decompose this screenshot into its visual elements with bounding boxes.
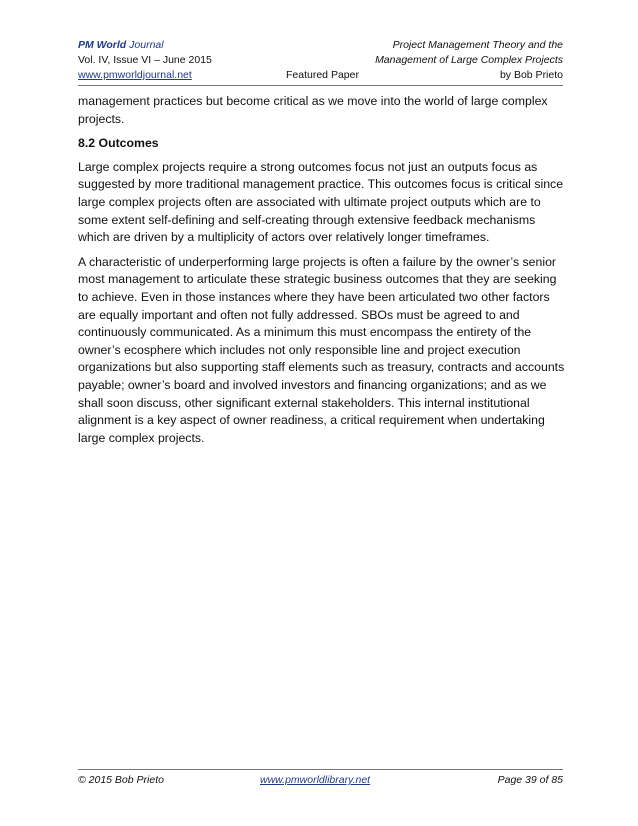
paper-title-line1: Project Management Theory and the [392, 39, 563, 51]
page-number: Page 39 of 85 [497, 774, 563, 786]
paragraph-underperforming: A characteristic of underperforming large projects is often a failure by the owner’s senior most management to articulate these strategic business outcomes that they are seeking to achieve. Even in those instances where they have been articulated two other factors are equally important and often not fully addressed. SBOs must be agreed to and continuously communicated. As a minimum this must encompass the entirety of the owner’s ecosphere which includes not only responsible line and project execution organizations but also supporting staff elements such as treasury, contracts and accounts payable; owner’s board and involved investors and financing organizations; and as we shall soon discuss, other significant external stakeholders. This internal institutional alignment is a key aspect of owner readiness, a critical requirement when undertaking large complex projects. [78, 254, 565, 445]
page-body [78, 93, 568, 454]
header-row-1 [78, 38, 563, 53]
paragraph-outcomes-focus: Large complex projects require a strong outcomes focus not just an outputs focus as suggested by more traditional management practice. This outcomes focus is critical since large complex projects often are associated with ultimate project outputs which are to some extent self-defining and self-creating through extensive feedback mechanisms which are driven by a multiplicity of actors over relatively longer timeframes. [78, 159, 564, 245]
footer-divider [78, 769, 563, 770]
journal-name: PM World [78, 39, 127, 51]
page-footer [78, 774, 563, 789]
header-divider [78, 85, 563, 86]
paper-title-line2: Management of Large Complex Projects [375, 54, 563, 66]
issue-info: Vol. IV, Issue VI – June 2015 [78, 54, 212, 66]
journal-word: Journal [129, 39, 164, 51]
section-heading: 8.2 Outcomes [78, 136, 159, 151]
header-row-3 [78, 68, 563, 83]
page-header [78, 38, 563, 83]
library-link[interactable]: www.pmworldlibrary.net [260, 774, 371, 786]
author-byline: by Bob Prieto [499, 69, 563, 81]
header-row-2 [78, 53, 563, 68]
journal-title [78, 38, 164, 53]
copyright: © 2015 Bob Prieto [78, 774, 164, 786]
section-label: Featured Paper [286, 69, 359, 81]
intro-paragraph: management practices but become critical as we move into the world of large complex projects. [78, 94, 548, 126]
journal-website-link[interactable]: www.pmworldjournal.net [78, 69, 192, 81]
